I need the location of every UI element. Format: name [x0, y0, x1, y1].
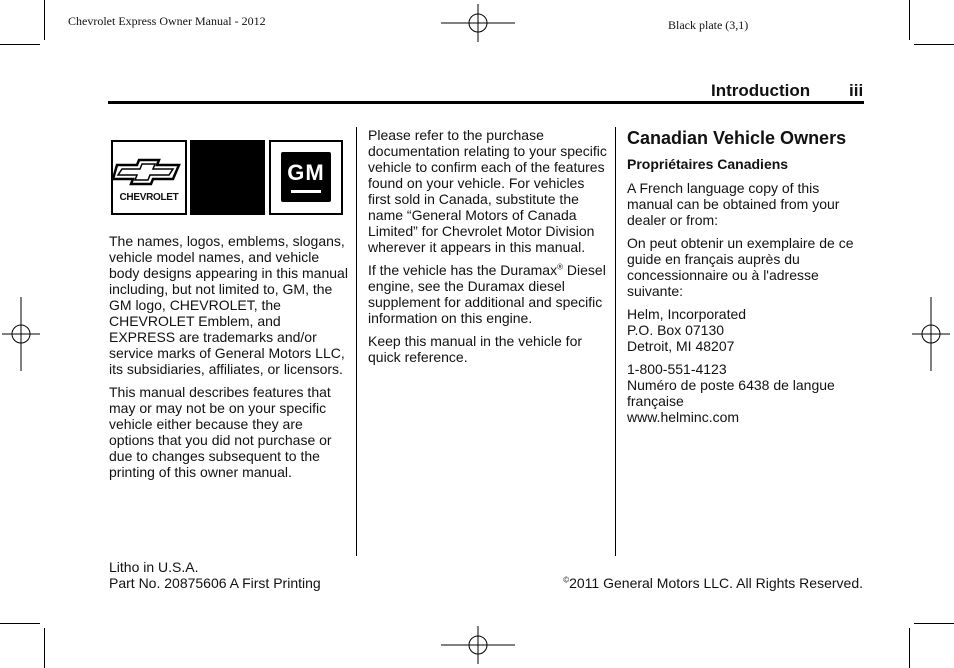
crop-mark-bl-v [44, 628, 45, 668]
plate-label: Black plate (3,1) [668, 18, 749, 32]
crop-mark-tl-h [0, 44, 40, 45]
column-1 [109, 233, 349, 487]
gm-logo-square-icon [281, 152, 331, 202]
registered-mark: ® [557, 262, 564, 272]
gm-wordmark: GM [287, 160, 325, 185]
chevrolet-bowtie-icon [113, 156, 185, 196]
contact-block [627, 361, 867, 425]
chevrolet-logo [111, 140, 187, 215]
address-block [627, 306, 867, 354]
column-2 [368, 127, 608, 372]
website-link: www.helminc.com [627, 409, 740, 425]
purchase-paragraph: Please refer to the purchase documentation relating to your specific vehicle to confirm each of the features found on your vehicle. For vehicles first sold in Canada, substitute the name “General Motors of Canada Limited” for Chevrolet Motor Division wherever it appears in this manual. [368, 127, 607, 255]
copyright-statement: 2011 General Motors LLC. All Rights Reserved. [569, 575, 863, 591]
copyright-symbol: © [563, 575, 570, 585]
address-line: P.O. Box 07130 [627, 322, 725, 338]
phone-number: 1-800-551-4123 [627, 361, 727, 377]
gm-underline [291, 190, 321, 193]
crop-mark-tr-v [909, 0, 910, 40]
crop-mark-br-h [914, 623, 954, 624]
french-copy-fr-paragraph: On peut obtenir un exemplaire de ce guide en français auprès du concessionnaire ou à l'adresse suivante: [627, 235, 854, 299]
section-title: Introduction [711, 81, 811, 100]
crop-mark-br-v [909, 628, 910, 668]
copyright-text [563, 575, 863, 591]
manual-name: Chevrolet Express Owner Manual - 2012 [68, 14, 266, 28]
extension-line: française [627, 393, 684, 409]
header-rule [108, 101, 864, 104]
litho-text: Litho in U.S.A. [109, 559, 199, 575]
registration-mark-left-icon [2, 297, 40, 371]
duramax-text-a: If the vehicle has the Duramax [368, 262, 558, 278]
crop-mark-tr-h [914, 44, 954, 45]
column-3 [627, 127, 867, 432]
registration-mark-top-icon [441, 4, 515, 42]
keep-manual-paragraph: Keep this manual in the vehicle for quick reference. [368, 333, 583, 365]
french-copy-paragraph: A French language copy of this manual can be obtained from your dealer or from: [627, 180, 840, 228]
registration-mark-bottom-icon [441, 626, 515, 664]
registration-mark-right-icon [912, 297, 950, 371]
address-line: Helm, Incorporated [627, 306, 747, 322]
address-line: Detroit, MI 48207 [627, 338, 735, 354]
trademark-paragraph: The names, logos, emblems, slogans, vehicle model names, and vehicle body designs appearing in this manual including, but not limited to, GM, the GM logo, CHEVROLET, the CHEVROLET Emblem, and EXPRESS are trademarks and/or service marks of General Motors LLC, its subsidiaries, affiliates, or licensors. [109, 233, 348, 377]
duramax-paragraph [368, 262, 608, 326]
crop-mark-bl-h [0, 623, 40, 624]
features-paragraph: This manual describes features that may or may not be on your specific vehicle either because they are options that you did not purchase or due to changes subsequent to the printing of this owner manual. [109, 384, 332, 480]
chevrolet-wordmark: CHEVROLET [119, 192, 179, 203]
canadian-owners-heading: Canadian Vehicle Owners [627, 128, 847, 148]
proprietaires-subheading: Propriétaires Canadiens [627, 156, 789, 172]
duramax-text-b: Diesel engine, see the Duramax diesel supplement for additional and specific information on this engine. [368, 262, 606, 326]
part-number-text: Part No. 20875606 A First Printing [109, 575, 321, 591]
gm-logo [269, 140, 343, 215]
extension-line: Numéro de poste 6438 de langue [627, 377, 835, 393]
black-logo-panel [190, 140, 265, 215]
column-divider-1 [356, 127, 357, 556]
page-number: iii [849, 81, 864, 100]
column-divider-2 [615, 127, 616, 556]
crop-mark-tl-v [44, 0, 45, 40]
